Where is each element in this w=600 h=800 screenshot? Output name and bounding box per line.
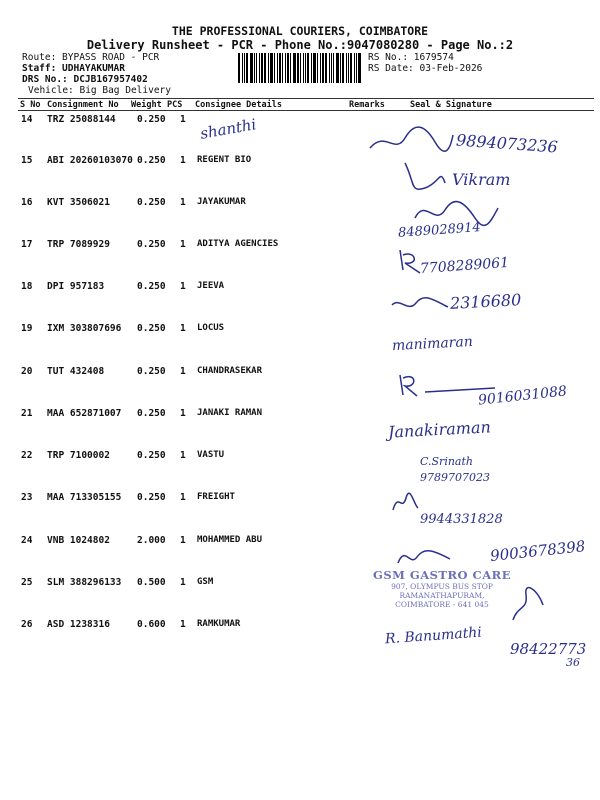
- barcode-bar: [290, 53, 291, 83]
- barcode-bar: [333, 53, 334, 83]
- route-text: Route: BYPASS ROAD - PCR: [22, 52, 160, 63]
- cell-sno: 20: [21, 366, 33, 377]
- cell-pcs: 1: [180, 535, 186, 546]
- barcode-bar: [259, 53, 260, 83]
- cell-pcs: 1: [180, 114, 186, 125]
- cell-consignee: JAYAKUMAR: [197, 197, 246, 207]
- barcode-bar: [242, 53, 243, 83]
- cell-sno: 18: [21, 281, 33, 292]
- cell-consignee: CHANDRASEKAR: [197, 366, 263, 376]
- barcode-bar: [254, 53, 255, 83]
- barcode-bar: [307, 53, 309, 83]
- cell-consignee: REGENT BIO: [197, 155, 252, 165]
- cell-pcs: 1: [180, 577, 186, 588]
- table-row: [0, 492, 600, 512]
- barcode-bar: [317, 53, 318, 83]
- col-sno: S No: [20, 100, 41, 110]
- barcode-bar: [358, 53, 361, 83]
- cell-pcs: 1: [180, 197, 186, 208]
- cell-sno: 23: [21, 492, 33, 503]
- cell-consignee: ADITYA AGENCIES: [197, 239, 279, 249]
- barcode-bar: [256, 53, 257, 83]
- cell-consignment: SLM 388296133: [47, 577, 122, 588]
- signature-26-name: R. Banumathi: [384, 624, 483, 648]
- signature-scribble-15: [400, 158, 450, 198]
- signature-scribble-24: [395, 545, 455, 570]
- stamp-line-3: COIMBATORE - 641 045: [395, 600, 489, 609]
- cell-weight: 0.250: [137, 239, 166, 250]
- cell-consignment: TRP 7089929: [47, 239, 110, 250]
- drs-text: DRS No.: DCJB167957402: [22, 74, 148, 85]
- barcode-bar: [336, 53, 339, 83]
- cell-consignment: DPI 957183: [47, 281, 105, 292]
- header-company: THE PROFESSIONAL COURIERS, COIMBATORE: [171, 24, 429, 38]
- cell-sno: 21: [21, 408, 33, 419]
- barcode-bar: [279, 53, 281, 83]
- signature-17: 7708289061: [419, 254, 510, 278]
- cell-consignee: JANAKI RAMAN: [197, 408, 263, 418]
- header-subtitle: Delivery Runsheet - PCR - Phone No.:9047080280 - Page No.:2: [86, 38, 514, 52]
- signature-scribble-23: [390, 490, 420, 515]
- cell-weight: 0.600: [137, 619, 166, 630]
- cell-pcs: 1: [180, 155, 186, 166]
- signature-19: manimaran: [391, 333, 474, 355]
- table-row: [0, 114, 600, 134]
- cell-pcs: 1: [180, 366, 186, 377]
- signature-scribble-14: [365, 120, 455, 160]
- cell-pcs: 1: [180, 492, 186, 503]
- table-row: [0, 239, 600, 259]
- barcode-bar: [322, 53, 324, 83]
- signature-scribble-18: [390, 295, 450, 315]
- cell-weight: 2.000: [137, 535, 166, 546]
- barcode-bar: [293, 53, 296, 83]
- cell-consignee: GSM: [197, 577, 214, 587]
- barcode-bar: [244, 53, 245, 83]
- cell-sno: 14: [21, 114, 33, 125]
- barcode-bar: [342, 53, 344, 83]
- signature-18: 2316680: [449, 290, 522, 313]
- barcode-bar: [311, 53, 312, 83]
- cell-weight: 0.250: [137, 366, 166, 377]
- barcode-bar: [300, 53, 301, 83]
- signature-22-phone: 9789707023: [420, 471, 490, 484]
- cell-consignment: TRP 7100002: [47, 450, 110, 461]
- signature-22-name: C.Srinath: [420, 455, 473, 468]
- barcode-bar: [268, 53, 269, 83]
- staff-text: Staff: UDHAYAKUMAR: [22, 63, 125, 74]
- cell-pcs: 1: [180, 408, 186, 419]
- signature-26-phone-end: 36: [566, 656, 580, 669]
- cell-weight: 0.500: [137, 577, 166, 588]
- col-consignee: Consignee Details: [195, 100, 282, 110]
- cell-pcs: 1: [180, 281, 186, 292]
- rs-no-text: RS No.: 1679574: [368, 52, 454, 63]
- barcode-bar: [261, 53, 263, 83]
- signature-scribble-25: [508, 585, 548, 625]
- vehicle-text: Vehicle: Big Bag Delivery: [28, 85, 171, 96]
- cell-consignment: ABI 20260103070: [47, 155, 133, 166]
- barcode-bar: [305, 53, 306, 83]
- table-row: [0, 323, 600, 343]
- signature-23: 9944331828: [420, 512, 503, 527]
- cell-sno: 15: [21, 155, 33, 166]
- signature-26-phone: 98422773: [510, 640, 587, 658]
- col-consignment: Consignment No: [47, 100, 119, 110]
- cell-sno: 26: [21, 619, 33, 630]
- stamp-line-1: 907, OLYMPUS BUS STOP: [391, 582, 493, 591]
- stamp-name: GSM GASTRO CARE: [373, 568, 511, 582]
- barcode-bar: [313, 53, 316, 83]
- barcode-bar: [287, 53, 289, 83]
- cell-weight: 0.250: [137, 114, 166, 125]
- barcode-bar: [285, 53, 286, 83]
- barcode-bar: [270, 53, 273, 83]
- barcode-bar: [348, 53, 349, 83]
- barcode-bar: [282, 53, 283, 83]
- cell-sno: 17: [21, 239, 33, 250]
- cell-consignment: MAA 713305155: [47, 492, 122, 503]
- col-pcs: PCS: [167, 100, 183, 110]
- barcode-bar: [246, 53, 248, 83]
- barcode-bar: [274, 53, 275, 83]
- signature-14: 9894073236: [455, 130, 559, 157]
- barcode-bar: [331, 53, 332, 83]
- cell-consignment: MAA 652871007: [47, 408, 122, 419]
- company-stamp: [372, 568, 512, 609]
- cell-consignee: RAMKUMAR: [197, 619, 241, 629]
- table-row: [0, 197, 600, 217]
- cell-weight: 0.250: [137, 155, 166, 166]
- cell-consignment: ASD 1238316: [47, 619, 110, 630]
- signature-15: Vikram: [452, 170, 511, 189]
- barcode-bar: [356, 53, 357, 83]
- cell-consignee: JEEVA: [197, 281, 225, 291]
- table-row: [0, 450, 600, 470]
- cell-sno: 25: [21, 577, 33, 588]
- cell-consignee: VASTU: [197, 450, 225, 460]
- cell-consignment: TRZ 25088144: [47, 114, 116, 125]
- barcode-bar: [238, 53, 240, 83]
- cell-consignment: KVT 3506021: [47, 197, 110, 208]
- cell-weight: 0.250: [137, 492, 166, 503]
- cell-consignee: MOHAMMED ABU: [197, 535, 263, 545]
- barcode-bar: [346, 53, 347, 83]
- barcode-bar: [277, 53, 278, 83]
- cell-weight: 0.250: [137, 197, 166, 208]
- barcode-bar: [340, 53, 341, 83]
- cell-consignment: VNB 1024802: [47, 535, 110, 546]
- barcode-bar: [354, 53, 355, 83]
- barcode-bar: [350, 53, 352, 83]
- barcode-bar: [320, 53, 321, 83]
- cell-pcs: 1: [180, 323, 186, 334]
- signature-20: 9016031088: [477, 383, 568, 409]
- barcode-bar: [264, 53, 266, 83]
- barcode-bar: [297, 53, 299, 83]
- cell-consignee: LOCUS: [197, 323, 225, 333]
- handwritten-note-row14: shanthi: [198, 115, 258, 143]
- barcode-bar: [325, 53, 327, 83]
- cell-sno: 16: [21, 197, 33, 208]
- cell-weight: 0.250: [137, 450, 166, 461]
- cell-sno: 24: [21, 535, 33, 546]
- cell-weight: 0.250: [137, 323, 166, 334]
- col-seal: Seal & Signature: [410, 100, 492, 110]
- col-remarks: Remarks: [349, 100, 385, 110]
- cell-weight: 0.250: [137, 281, 166, 292]
- signature-16: 8489028914: [397, 220, 482, 241]
- barcode-bar: [329, 53, 330, 83]
- cell-sno: 19: [21, 323, 33, 334]
- col-weight: Weight: [131, 100, 162, 110]
- header-top-rule: [18, 98, 594, 99]
- signature-24: 9003678398: [489, 537, 587, 565]
- rs-date-text: RS Date: 03-Feb-2026: [368, 63, 483, 74]
- signature-21: Janakiraman: [387, 417, 492, 442]
- cell-weight: 0.250: [137, 408, 166, 419]
- cell-pcs: 1: [180, 450, 186, 461]
- table-row: [0, 366, 600, 386]
- cell-pcs: 1: [180, 619, 186, 630]
- barcode-bar: [250, 53, 253, 83]
- table-row: [0, 408, 600, 428]
- cell-pcs: 1: [180, 239, 186, 250]
- barcode: [238, 53, 364, 83]
- cell-consignment: TUT 432408: [47, 366, 105, 377]
- header-bottom-rule: [18, 110, 594, 111]
- cell-consignee: FREIGHT: [197, 492, 235, 502]
- barcode-bar: [303, 53, 304, 83]
- cell-consignment: IXM 303807696: [47, 323, 122, 334]
- cell-sno: 22: [21, 450, 33, 461]
- stamp-line-2: RAMANATHAPURAM,: [399, 591, 485, 600]
